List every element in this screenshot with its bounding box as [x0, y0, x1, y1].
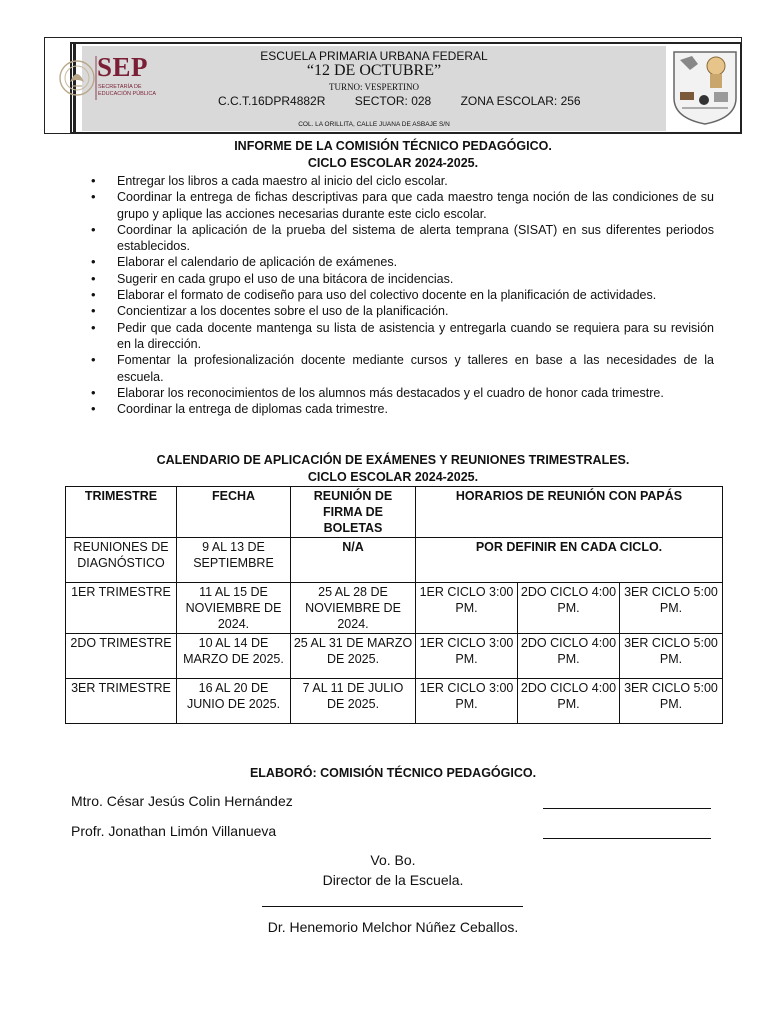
school-codes	[218, 94, 607, 108]
cell-horarios: POR DEFINIR EN CADA CICLO.	[416, 538, 723, 583]
school-quote-name: “12 DE OCTUBRE”	[306, 62, 442, 79]
cell-ciclo3: 3ER CICLO 5:00 PM.	[620, 679, 723, 724]
cell-ciclo3: 3ER CICLO 5:00 PM.	[620, 634, 723, 679]
report-cycle: CICLO ESCOLAR 2024-2025.	[307, 156, 479, 170]
cell-ciclo1: 1ER CICLO 3:00 PM.	[416, 634, 518, 679]
cell-reunion: 25 AL 28 DE NOVIEMBRE DE 2024.	[291, 583, 416, 634]
cell-ciclo2: 2DO CICLO 4:00 PM.	[518, 583, 620, 634]
signer-2-name: Profr. Jonathan Limón Villanueva	[71, 823, 277, 839]
list-item: • Elaborar el calendario de aplicación de exámenes.	[90, 254, 714, 270]
sep-subtitle-line2: EDUCACIÓN PÚBLICA	[98, 91, 157, 97]
calendar-table	[65, 486, 723, 724]
list-item: • Pedir que cada docente mantenga su lista de asistencia y entregarla cuando se requiera para su revisión en la dirección.	[90, 320, 714, 353]
list-item: • Concientizar a los docentes sobre el uso de la planificación.	[90, 303, 714, 319]
school-zona: ZONA ESCOLAR: 256	[460, 94, 581, 108]
director-name: Dr. Henemorio Melchor Núñez Ceballos.	[267, 919, 519, 935]
cell-reunion: N/A	[291, 538, 416, 583]
signer-2-signature-line	[543, 838, 711, 839]
cell-ciclo1: 1ER CICLO 3:00 PM.	[416, 679, 518, 724]
school-name: ESCUELA PRIMARIA URBANA FEDERAL	[260, 49, 488, 63]
col-header-reunion: REUNIÓN DE FIRMA DE BOLETAS	[291, 487, 416, 538]
school-crest-icon	[670, 48, 740, 126]
cell-fecha: 10 AL 14 DE MARZO DE 2025.	[177, 634, 291, 679]
table-header-row	[66, 487, 723, 538]
cell-ciclo3: 3ER CICLO 5:00 PM.	[620, 583, 723, 634]
list-item: • Elaborar los reconocimientos de los alumnos más destacados y el cuadro de honor cada trimestre.	[90, 385, 714, 401]
cell-fecha: 9 AL 13 DE SEPTIEMBRE	[177, 538, 291, 583]
school-cct: C.C.T.16DPR4882R	[218, 94, 326, 108]
calendar-title: CALENDARIO DE APLICACIÓN DE EXÁMENES Y REUNIONES TRIMESTRALES.	[156, 453, 630, 467]
list-item: • Elaborar el formato de codiseño para uso del colectivo docente en la planificación de actividades.	[90, 287, 714, 303]
cell-fecha: 16 AL 20 DE JUNIO DE 2025.	[177, 679, 291, 724]
cell-trimestre: 3ER TRIMESTRE	[66, 679, 177, 724]
table-row	[66, 583, 723, 634]
signer-1-signature-line	[543, 808, 711, 809]
list-item: • Sugerir en cada grupo el uso de una bitácora de incidencias.	[90, 271, 714, 287]
cell-ciclo2: 2DO CICLO 4:00 PM.	[518, 634, 620, 679]
school-turno: TURNO: VESPERTINO	[328, 82, 420, 92]
report-title: INFORME DE LA COMISIÓN TÉCNICO PEDAGÓGICO.	[234, 139, 552, 153]
cell-trimestre: 2DO TRIMESTRE	[66, 634, 177, 679]
list-item: • Entregar los libros a cada maestro al inicio del ciclo escolar.	[90, 173, 714, 189]
col-header-horarios: HORARIOS DE REUNIÓN CON PAPÁS	[416, 487, 723, 538]
table-row	[66, 679, 723, 724]
sep-logo-text: SEP	[97, 52, 149, 82]
list-item: • Coordinar la aplicación de la prueba del sistema de alerta temprana (SISAT) en sus diferentes periodos establecidos.	[90, 222, 714, 255]
cell-ciclo1: 1ER CICLO 3:00 PM.	[416, 583, 518, 634]
cell-fecha: 11 AL 15 DE NOVIEMBRE DE 2024.	[177, 583, 291, 634]
signer-1-name: Mtro. César Jesús Colin Hernández	[71, 793, 293, 809]
cell-trimestre: 1ER TRIMESTRE	[66, 583, 177, 634]
cell-reunion: 25 AL 31 DE MARZO DE 2025.	[291, 634, 416, 679]
cell-ciclo2: 2DO CICLO 4:00 PM.	[518, 679, 620, 724]
table-row	[66, 634, 723, 679]
list-item: • Coordinar la entrega de fichas descriptivas para que cada maestro tenga noción de las condiciones de su grupo y aplique las acciones necesarias durante este ciclo escolar.	[90, 189, 714, 222]
elaboro-heading: ELABORÓ: COMISIÓN TÉCNICO PEDAGÓGICO.	[249, 766, 537, 780]
col-header-trimestre: TRIMESTRE	[66, 487, 177, 538]
director-title: Director de la Escuela.	[322, 872, 464, 888]
calendar-cycle: CICLO ESCOLAR 2024-2025.	[307, 470, 479, 484]
vobo-label: Vo. Bo.	[370, 852, 416, 868]
cell-reunion: 7 AL 11 DE JULIO DE 2025.	[291, 679, 416, 724]
sep-subtitle-line1: SECRETARÍA DE	[98, 84, 142, 90]
list-item: • Coordinar la entrega de diplomas cada trimestre.	[90, 401, 714, 417]
school-address: COL. LA ORILLITA, CALLE JUANA DE ASBAJE S/N	[298, 121, 450, 128]
director-signature-line	[262, 906, 523, 907]
report-task-list	[90, 173, 714, 417]
col-header-fecha: FECHA	[177, 487, 291, 538]
list-item: • Fomentar la profesionalización docente mediante cursos y talleres en base a las necesidades de la escuela.	[90, 352, 714, 385]
school-sector: SECTOR: 028	[354, 94, 432, 108]
table-row	[66, 538, 723, 583]
cell-trimestre: REUNIONES DE DIAGNÓSTICO	[66, 538, 177, 583]
